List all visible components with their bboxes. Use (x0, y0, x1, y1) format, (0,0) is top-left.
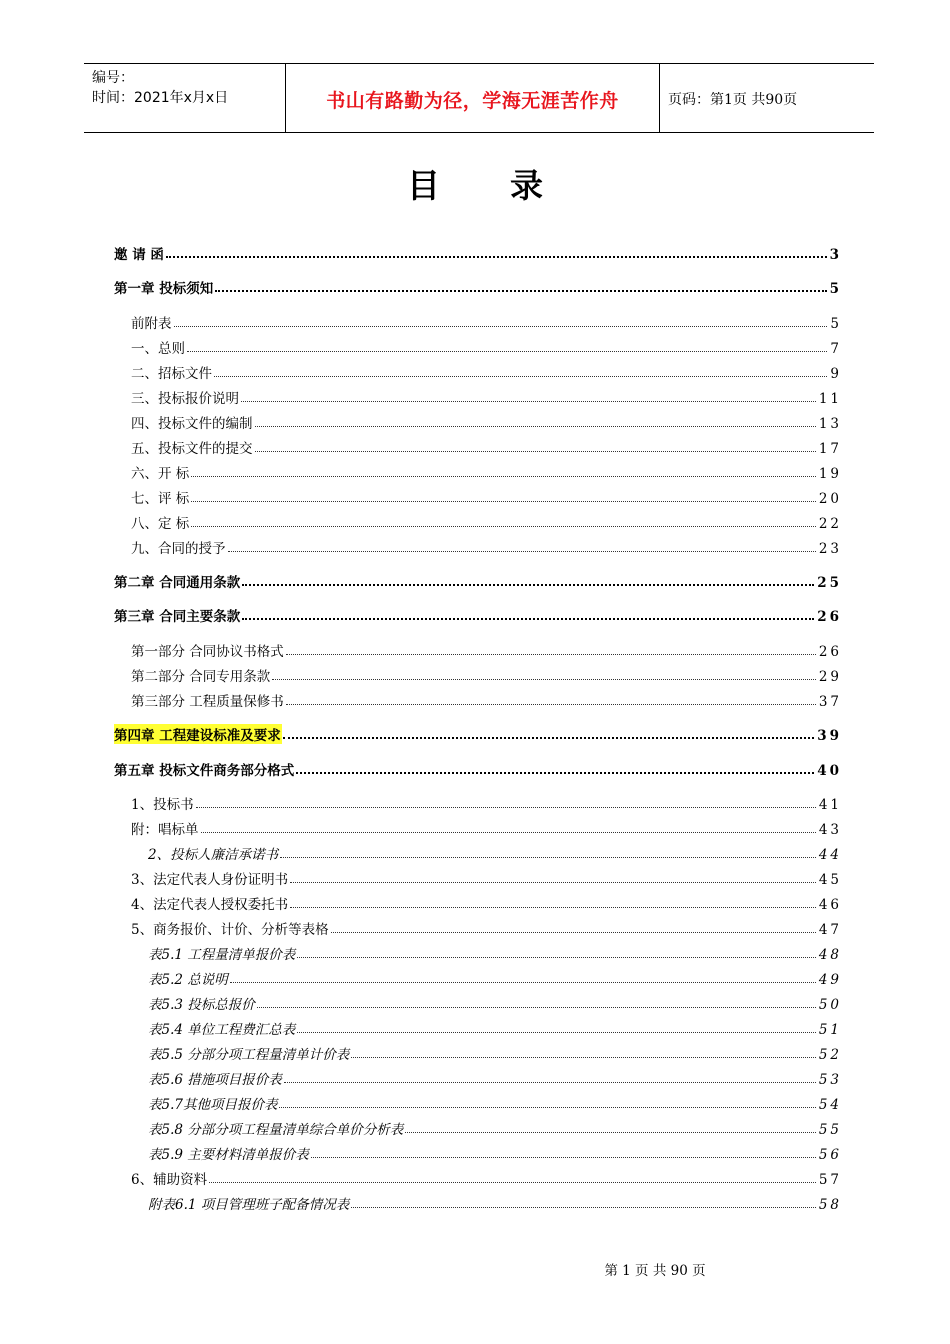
toc-entry-page: 49 (818, 972, 842, 988)
toc-entry-page: 56 (818, 1147, 842, 1163)
toc-entry-label: 第一章 投标须知 (114, 281, 214, 297)
toc-leader-dots (201, 832, 816, 833)
toc-entry-page: 39 (817, 728, 842, 744)
toc-leader-dots (241, 401, 816, 402)
toc-entry[interactable] (131, 387, 842, 407)
toc-entry-page: 40 (817, 763, 842, 779)
toc-entry-page: 54 (818, 1097, 842, 1113)
toc-entry-page: 26 (818, 644, 842, 660)
toc-entry-label: 表5.2 总说明 (148, 972, 228, 988)
toc-entry-page: 9 (830, 366, 842, 382)
toc-entry[interactable] (148, 993, 842, 1013)
toc-entry[interactable] (148, 1093, 842, 1113)
toc-entry-page: 22 (818, 516, 842, 532)
toc-entry[interactable] (148, 1143, 842, 1163)
toc-leader-dots (228, 551, 816, 552)
toc-entry[interactable] (131, 818, 842, 838)
toc-leader-dots (255, 451, 816, 452)
toc-leader-dots (272, 679, 816, 680)
toc-entry-label: 1、投标书 (131, 797, 194, 813)
toc-entry[interactable] (148, 1018, 842, 1038)
toc-entry[interactable] (131, 437, 842, 457)
toc-entry-page: 7 (830, 341, 842, 357)
toc-leader-dots (166, 256, 827, 258)
toc-entry-page: 25 (817, 575, 842, 591)
toc-entry[interactable] (131, 793, 842, 813)
toc-leader-dots (283, 737, 815, 739)
toc-entry-label: 三、投标报价说明 (131, 391, 239, 407)
toc-entry-label: 一、总则 (131, 341, 185, 357)
toc-entry-page: 20 (818, 491, 842, 507)
toc-entry-page: 45 (818, 872, 842, 888)
toc-entry-page: 23 (818, 541, 842, 557)
toc-entry[interactable] (131, 487, 842, 507)
toc-leader-dots (209, 1182, 816, 1183)
toc-entry-page: 55 (818, 1122, 842, 1138)
toc-entry-label: 第三部分 工程质量保修书 (131, 694, 284, 710)
toc-leader-dots (191, 526, 816, 527)
toc-entry-label: 七、评 标 (131, 491, 190, 507)
header-motto: 书山有路勤为径，学海无涯苦作舟 (326, 90, 619, 112)
toc-entry-label: 表5.8 分部分项工程量清单综合单价分析表 (148, 1122, 404, 1138)
toc-entry[interactable] (114, 605, 842, 625)
toc-entry[interactable] (131, 362, 842, 382)
toc-leader-dots (290, 907, 816, 908)
toc-leader-dots (297, 1032, 816, 1033)
toc-leader-dots (297, 957, 816, 958)
toc-entry-label: 五、投标文件的提交 (131, 441, 253, 457)
toc-leader-dots (290, 882, 816, 883)
toc-leader-dots (279, 1107, 815, 1108)
toc-entry-label: 六、开 标 (131, 466, 190, 482)
toc-entry[interactable] (148, 1068, 842, 1088)
toc-entry-page: 48 (818, 947, 842, 963)
toc-entry[interactable] (131, 537, 842, 557)
toc-entry[interactable] (114, 243, 842, 263)
toc-entry[interactable] (148, 968, 842, 988)
toc-leader-dots (311, 1157, 816, 1158)
toc-entry-page: 29 (818, 669, 842, 685)
serial-label: 编号： (92, 70, 134, 86)
toc-entry-page: 19 (818, 466, 842, 482)
toc-entry-page: 51 (818, 1022, 842, 1038)
toc-entry-page: 5 (830, 316, 842, 332)
toc-entry-label: 表5.5 分部分项工程量清单计价表 (148, 1047, 350, 1063)
toc-leader-dots (257, 1007, 816, 1008)
toc-entry-label: 前附表 (131, 316, 172, 332)
toc-entry-label: 第一部分 合同协议书格式 (131, 644, 284, 660)
toc-entry-label: 第四章 工程建设标准及要求 (114, 724, 282, 744)
toc-entry-label: 表5.7其他项目报价表 (148, 1097, 278, 1113)
toc-entry-label: 表5.1 工程量清单报价表 (148, 947, 296, 963)
toc-entry-label: 4、法定代表人授权委托书 (131, 897, 289, 913)
toc-leader-dots (405, 1132, 816, 1133)
header-meta (92, 68, 228, 108)
toc-entry-label: 5、商务报价、计价、分析等表格 (131, 922, 329, 938)
toc-leader-dots (214, 376, 827, 377)
toc-leader-dots (255, 426, 816, 427)
toc-leader-dots (187, 351, 827, 352)
toc-entry-page: 37 (818, 694, 842, 710)
page-footer: 第 1 页 共 90 页 (604, 1263, 706, 1279)
toc-entry[interactable] (131, 412, 842, 432)
toc-entry-page: 52 (818, 1047, 842, 1063)
toc-leader-dots (351, 1057, 816, 1058)
toc-entry[interactable] (114, 759, 842, 779)
time-label: 时间：2021年x月x日 (92, 90, 229, 106)
toc-entry-label: 附：唱标单 (131, 822, 199, 838)
toc-entry-label: 邀 请 函 (114, 247, 164, 263)
toc-entry-page: 43 (818, 822, 842, 838)
toc-entry-label: 表5.4 单位工程费汇总表 (148, 1022, 296, 1038)
title-char: 录 (510, 166, 543, 205)
toc-entry[interactable] (148, 1043, 842, 1063)
toc-entry-label: 第三章 合同主要条款 (114, 609, 241, 625)
toc-entry-page: 26 (817, 609, 842, 625)
toc-entry[interactable] (114, 724, 842, 744)
toc-leader-dots (286, 654, 816, 655)
toc-leader-dots (230, 982, 816, 983)
toc-entry-label: 九、合同的授予 (131, 541, 226, 557)
toc-entry-page: 3 (829, 247, 842, 263)
toc-entry-page: 5 (829, 281, 842, 297)
toc-entry[interactable] (131, 312, 842, 332)
toc-entry-label: 八、定 标 (131, 516, 190, 532)
toc-entry[interactable] (131, 665, 842, 685)
page-title (0, 160, 950, 207)
header-divider (659, 64, 660, 132)
toc-entry-page: 57 (818, 1172, 842, 1188)
toc-leader-dots (284, 1082, 816, 1083)
toc-leader-dots (351, 1207, 816, 1208)
toc-entry-label: 表5.6 措施项目报价表 (148, 1072, 282, 1088)
toc-entry[interactable] (131, 893, 842, 913)
title-char: 目 (407, 166, 440, 205)
toc-leader-dots (286, 704, 816, 705)
toc-entry[interactable] (114, 571, 842, 591)
toc-leader-dots (242, 618, 814, 620)
toc-entry-label: 第二章 合同通用条款 (114, 575, 241, 591)
toc-entry[interactable] (131, 640, 842, 660)
toc-leader-dots (296, 772, 814, 774)
toc-entry-label: 表5.3 投标总报价 (148, 997, 255, 1013)
toc-entry-label: 2、投标人廉洁承诺书 (148, 847, 279, 863)
toc-entry-page: 53 (818, 1072, 842, 1088)
toc-leader-dots (191, 501, 816, 502)
toc-entry[interactable] (148, 1118, 842, 1138)
toc-entry[interactable] (131, 337, 842, 357)
toc-leader-dots (215, 290, 826, 292)
toc-entry-page: 44 (818, 847, 842, 863)
toc-entry[interactable] (148, 1193, 842, 1213)
toc-leader-dots (174, 326, 828, 327)
toc-entry-page: 50 (818, 997, 842, 1013)
header-page-info: 页码：第1页 共90页 (668, 92, 798, 108)
toc-leader-dots (191, 476, 816, 477)
toc-entry-label: 附表6.1 项目管理班子配备情况表 (148, 1197, 350, 1213)
toc-entry-label: 6、辅助资料 (131, 1172, 208, 1188)
toc-entry[interactable] (114, 277, 842, 297)
toc-entry[interactable] (148, 943, 842, 963)
toc-entry-page: 47 (818, 922, 842, 938)
toc-entry[interactable] (131, 512, 842, 532)
toc-entry-label: 二、招标文件 (131, 366, 212, 382)
toc-entry-page: 17 (818, 441, 842, 457)
toc-entry-page: 46 (818, 897, 842, 913)
toc-entry[interactable] (131, 1168, 842, 1188)
toc-leader-dots (242, 584, 814, 586)
toc-entry[interactable] (148, 843, 842, 863)
toc-entry-page: 58 (818, 1197, 842, 1213)
toc-entry[interactable] (131, 868, 842, 888)
toc-entry-page: 11 (818, 391, 842, 407)
toc-entry-page: 13 (818, 416, 842, 432)
toc-entry[interactable] (131, 690, 842, 710)
toc-leader-dots (196, 807, 816, 808)
toc-entry-label: 第二部分 合同专用条款 (131, 669, 271, 685)
toc-entry[interactable] (131, 462, 842, 482)
page-header (84, 63, 874, 133)
toc-entry-page: 41 (818, 797, 842, 813)
toc-leader-dots (331, 932, 816, 933)
toc-leader-dots (280, 857, 816, 858)
toc-entry-label: 表5.9 主要材料清单报价表 (148, 1147, 309, 1163)
toc-entry-label: 3、法定代表人身份证明书 (131, 872, 289, 888)
toc-entry[interactable] (131, 918, 842, 938)
toc-entry-label: 第五章 投标文件商务部分格式 (114, 763, 295, 779)
toc-entry-label: 四、投标文件的编制 (131, 416, 253, 432)
